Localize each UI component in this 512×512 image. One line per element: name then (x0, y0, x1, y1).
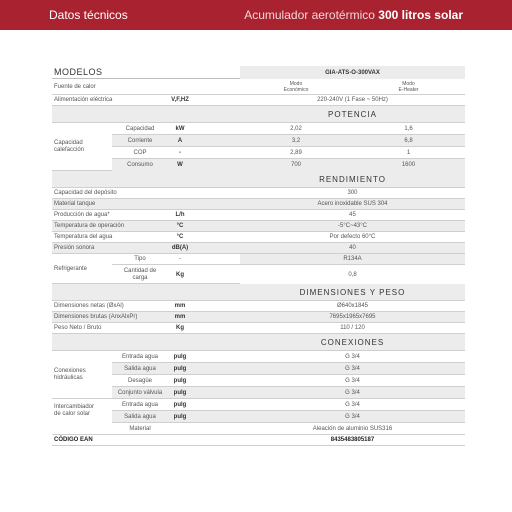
solar-unit (160, 423, 200, 434)
hidraulicas-unit: pulg (173, 365, 187, 372)
rendimiento-row (52, 243, 465, 254)
dimensiones-name: Peso Neto / Bruto (54, 325, 102, 331)
hidraulicas-value: G 3/4 (345, 365, 360, 372)
rendimiento-row (52, 221, 465, 232)
section-dimensiones (52, 284, 465, 301)
model-code: GIA-ATS-O-300VAX (240, 66, 465, 79)
refrigerante-tipo-label: Tipo (134, 256, 146, 262)
rendimiento-value: 40 (349, 245, 356, 251)
potencia-row-name: COP (133, 149, 147, 156)
potencia-row-name: Corriente (127, 137, 153, 144)
solar-label (52, 399, 112, 423)
dimensiones-value: Ø640x1845 (336, 303, 369, 309)
hidraulicas-row (112, 375, 465, 387)
potencia-row-unit: W (177, 162, 183, 168)
potencia-row (112, 123, 465, 135)
hidraulicas-row (112, 351, 465, 363)
section-rendimiento (52, 171, 465, 188)
hidraulicas-block (52, 351, 465, 399)
dimensiones-row (52, 323, 465, 334)
rendimiento-unit: °C (176, 223, 184, 229)
section-potencia (52, 106, 465, 123)
carga-line2: carga (132, 274, 148, 281)
hidraulicas-name: Conjunto válvula (117, 389, 163, 396)
refrigerante-block (52, 254, 465, 284)
power-supply-value: 220-240V (1 Fase ~ 50Hz) (317, 97, 388, 103)
hidraulicas-name: Entrada agua (121, 353, 159, 360)
potencia-row-v2: 1600 (401, 162, 416, 168)
potencia-row-unit: - (179, 149, 181, 156)
potencia-group-line2: calefacción (54, 147, 85, 153)
dimensiones-name: Dimensiones brutas (AnxAlxPr) (54, 314, 138, 320)
rendimiento-value: Por defecto 60°C (329, 234, 376, 240)
solar-value: Aleación de aluminio SUS316 (312, 425, 393, 432)
potencia-group-line1: Capacidad (54, 140, 83, 146)
rendimiento-unit: L/h (175, 212, 185, 218)
mode2-line2: E-Heater (398, 86, 419, 93)
refrigerante-carga-row (112, 265, 465, 284)
rendimiento-unit: °C (176, 234, 184, 240)
rendimiento-name: Temperatura del agua (54, 234, 113, 240)
hidraulicas-value: G 3/4 (345, 389, 360, 396)
hidraulicas-line1: Conexiones (54, 368, 86, 374)
refrigerante-label: Refrigerante (54, 265, 88, 272)
rendimiento-unit (160, 199, 200, 209)
hidraulicas-value: G 3/4 (345, 353, 360, 360)
dimensiones-unit: Kg (176, 325, 184, 331)
solar-name: Salida agua (124, 413, 156, 420)
potencia-row-name: Capacidad (125, 125, 155, 132)
dimensiones-value: 7695x1965x7695 (329, 314, 376, 320)
section-potencia-title: POTENCIA (328, 109, 377, 119)
hidraulicas-value: G 3/4 (345, 377, 360, 384)
potencia-row-v2: 1,6 (404, 125, 413, 132)
rendimiento-name: Temperatura de operación (54, 223, 125, 229)
carga-line1: Cantidad de (123, 267, 157, 274)
potencia-row-v1: 700 (290, 162, 301, 168)
refrigerante-tipo-value: R134A (240, 254, 465, 264)
potencia-row (112, 147, 465, 159)
potencia-row-v1: 2,89 (290, 149, 302, 156)
solar-value: G 3/4 (345, 413, 360, 420)
section-rendimiento-title: RENDIMIENTO (319, 174, 386, 184)
mode-economico (240, 79, 352, 94)
dimensiones-unit: mm (174, 314, 186, 320)
models-row (52, 66, 465, 79)
mode1-line2: Económico (283, 86, 309, 93)
header-title: Datos técnicos (49, 8, 128, 22)
solar-row (112, 411, 465, 423)
solar-row (112, 423, 465, 435)
solar-line1: Intercambiador (54, 404, 95, 410)
solar-name: Entrada agua (121, 401, 159, 408)
rendimiento-value: 45 (349, 212, 356, 218)
mode-eheater (352, 79, 465, 94)
dimensiones-rows (52, 301, 465, 334)
header-product-prefix: Acumulador aerotérmico (244, 8, 375, 22)
solar-name: Material (129, 425, 151, 432)
rendimiento-rows (52, 188, 465, 254)
potencia-row-v2: 1 (406, 149, 411, 156)
hidraulicas-label (52, 351, 112, 399)
refrigerante-carga-unit: Kg (176, 271, 184, 278)
ean-label: CÓDIGO EAN (54, 437, 93, 443)
spec-table (52, 66, 465, 446)
section-conexiones-title: CONEXIONES (320, 337, 385, 347)
heat-source-label: Fuente de calor (54, 83, 96, 90)
dimensiones-unit: mm (174, 303, 186, 309)
rendimiento-unit: dB(A) (171, 245, 189, 251)
header-product-highlight: 300 litros solar (378, 8, 463, 22)
heat-source-row (52, 79, 465, 95)
page-header (0, 0, 512, 30)
solar-line2: de calor solar (54, 411, 91, 417)
potencia-row-v2: 6,8 (404, 137, 413, 144)
section-dimensiones-title: DIMENSIONES Y PESO (299, 287, 406, 297)
header-product (244, 8, 463, 22)
power-supply-label: Alimentación eléctrica (54, 97, 113, 103)
power-supply-unit: V,F,HZ (171, 97, 189, 103)
potencia-block (52, 123, 465, 171)
potencia-row-v1: 2,02 (290, 125, 302, 132)
mode1-line1: Modo (289, 80, 303, 87)
rendimiento-unit (160, 188, 200, 198)
rendimiento-name: Presión sonora (54, 245, 95, 251)
dimensiones-name: Dimensiones netas (ØxAl) (54, 303, 124, 309)
solar-unit: pulg (173, 401, 187, 408)
potencia-row-unit: kW (175, 125, 185, 132)
potencia-row (112, 135, 465, 147)
mode2-line1: Modo (402, 80, 415, 87)
refrigerante-tipo-unit: - (179, 256, 181, 262)
hidraulicas-unit: pulg (173, 353, 187, 360)
hidraulicas-row (112, 387, 465, 399)
hidraulicas-name: Salida agua (124, 365, 156, 372)
solar-unit: pulg (173, 413, 187, 420)
solar-value: G 3/4 (345, 401, 360, 408)
hidraulicas-unit: pulg (173, 389, 187, 396)
potencia-row-name: Consumo (127, 162, 153, 168)
refrigerante-carga-value: 0,8 (240, 265, 465, 284)
rendimiento-name: Material tanque (54, 201, 96, 207)
power-supply-row (52, 95, 465, 106)
rendimiento-row (52, 188, 465, 199)
section-conexiones (52, 334, 465, 351)
potencia-row-v1: 3,2 (291, 137, 301, 144)
hidraulicas-name: Desagüe (127, 377, 153, 384)
potencia-group-label (52, 123, 112, 171)
refrigerante-tipo-row (112, 254, 465, 265)
hidraulicas-line2: hidráulicas (54, 375, 83, 381)
models-label: MODELOS (54, 67, 103, 77)
dimensiones-value: 110 / 120 (340, 325, 365, 331)
rendimiento-name: Capacidad del depósito (54, 190, 117, 196)
dimensiones-row (52, 312, 465, 323)
potencia-row (112, 159, 465, 171)
ean-row (52, 435, 465, 446)
rendimiento-row (52, 232, 465, 243)
rendimiento-value: -5°C~43°C (338, 223, 367, 229)
dimensiones-row (52, 301, 465, 312)
rendimiento-value: 300 (347, 190, 358, 196)
solar-block (52, 399, 465, 435)
ean-value: 8435483805187 (330, 437, 375, 443)
rendimiento-value: Acero inoxidable SUS 304 (317, 201, 388, 207)
rendimiento-name: Producción de agua* (54, 212, 110, 218)
rendimiento-row (52, 199, 465, 210)
hidraulicas-row (112, 363, 465, 375)
solar-row (112, 399, 465, 411)
hidraulicas-unit: pulg (173, 377, 187, 384)
potencia-row-unit: A (177, 137, 183, 144)
rendimiento-row (52, 210, 465, 221)
